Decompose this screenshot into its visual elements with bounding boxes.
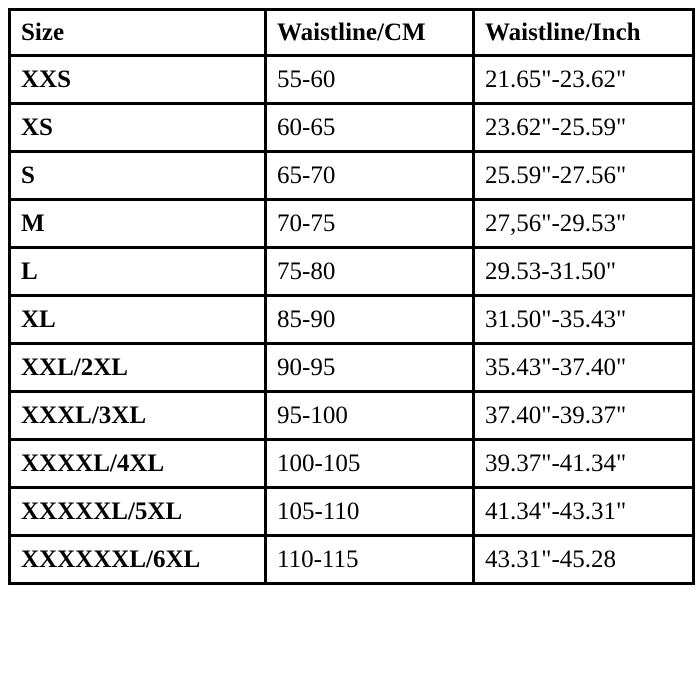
table-row bbox=[10, 440, 694, 488]
cell-waistline-cm: 95-100 bbox=[266, 392, 474, 440]
cell-size: XXS bbox=[10, 56, 266, 104]
table-header bbox=[10, 10, 694, 56]
cell-waistline-inch: 43.31"-45.28 bbox=[474, 536, 694, 584]
cell-waistline-inch: 35.43"-37.40" bbox=[474, 344, 694, 392]
cell-waistline-inch: 41.34"-43.31" bbox=[474, 488, 694, 536]
table-row bbox=[10, 152, 694, 200]
cell-size: XXXXXL/5XL bbox=[10, 488, 266, 536]
table-row bbox=[10, 344, 694, 392]
cell-size: XXXXL/4XL bbox=[10, 440, 266, 488]
table-row bbox=[10, 392, 694, 440]
cell-size: XS bbox=[10, 104, 266, 152]
cell-waistline-inch: 23.62"-25.59" bbox=[474, 104, 694, 152]
cell-waistline-cm: 105-110 bbox=[266, 488, 474, 536]
table-row bbox=[10, 248, 694, 296]
cell-waistline-cm: 55-60 bbox=[266, 56, 474, 104]
cell-size: M bbox=[10, 200, 266, 248]
cell-waistline-cm: 100-105 bbox=[266, 440, 474, 488]
cell-waistline-cm: 65-70 bbox=[266, 152, 474, 200]
cell-waistline-inch: 29.53-31.50" bbox=[474, 248, 694, 296]
cell-waistline-cm: 75-80 bbox=[266, 248, 474, 296]
cell-size: S bbox=[10, 152, 266, 200]
cell-size: XXL/2XL bbox=[10, 344, 266, 392]
table-body bbox=[10, 56, 694, 584]
cell-waistline-cm: 60-65 bbox=[266, 104, 474, 152]
column-header-waistline-cm: Waistline/CM bbox=[266, 10, 474, 56]
size-chart-table bbox=[8, 8, 695, 585]
table-row bbox=[10, 56, 694, 104]
table-row bbox=[10, 200, 694, 248]
table-row bbox=[10, 296, 694, 344]
table-row bbox=[10, 536, 694, 584]
table-row bbox=[10, 104, 694, 152]
cell-size: XXXXXXL/6XL bbox=[10, 536, 266, 584]
cell-waistline-cm: 85-90 bbox=[266, 296, 474, 344]
cell-waistline-inch: 27,56"-29.53" bbox=[474, 200, 694, 248]
cell-waistline-cm: 90-95 bbox=[266, 344, 474, 392]
column-header-waistline-inch: Waistline/Inch bbox=[474, 10, 694, 56]
cell-waistline-cm: 70-75 bbox=[266, 200, 474, 248]
cell-waistline-inch: 21.65"-23.62" bbox=[474, 56, 694, 104]
table-row bbox=[10, 488, 694, 536]
cell-waistline-inch: 31.50"-35.43" bbox=[474, 296, 694, 344]
column-header-size: Size bbox=[10, 10, 266, 56]
cell-waistline-inch: 25.59"-27.56" bbox=[474, 152, 694, 200]
table-header-row bbox=[10, 10, 694, 56]
cell-size: XL bbox=[10, 296, 266, 344]
cell-size: XXXL/3XL bbox=[10, 392, 266, 440]
cell-waistline-cm: 110-115 bbox=[266, 536, 474, 584]
cell-waistline-inch: 39.37"-41.34" bbox=[474, 440, 694, 488]
cell-size: L bbox=[10, 248, 266, 296]
cell-waistline-inch: 37.40"-39.37" bbox=[474, 392, 694, 440]
